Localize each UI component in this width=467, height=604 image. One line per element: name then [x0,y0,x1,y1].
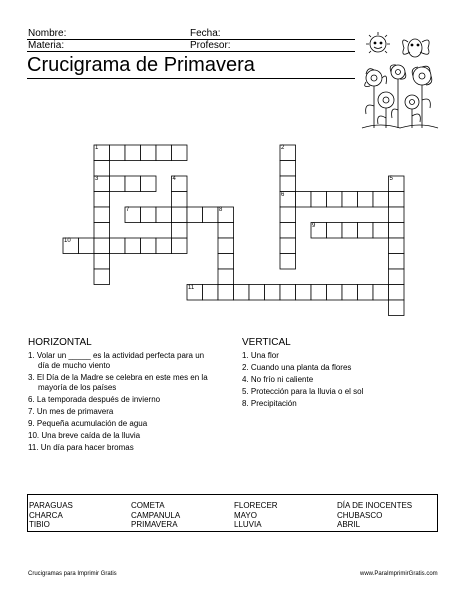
grid-cell[interactable] [327,223,343,239]
clue-item [242,399,437,409]
grid-cell[interactable] [110,238,126,254]
grid-cell[interactable] [94,207,110,223]
clue-number: 11 [188,284,195,291]
grid-cell[interactable] [234,285,250,301]
vertical-clues [242,351,437,411]
grid-cell[interactable] [358,223,374,239]
grid-cell[interactable] [296,285,312,301]
vertical-heading: VERTICAL [242,337,291,348]
footer-left: Crucigramas para Imprimir Gratis [28,571,117,577]
clue-item [28,419,223,429]
clue-line: 6. La temporada después de invierno [28,395,161,404]
grid-cell[interactable] [172,145,188,161]
grid-cell[interactable] [79,238,95,254]
grid-cell[interactable] [280,238,296,254]
grid-cell[interactable] [187,207,203,223]
grid-cell[interactable] [125,238,141,254]
clue-line: 11. Un día para hacer bromas [28,443,134,452]
clue-number: 2 [281,145,285,151]
grid-cell[interactable] [389,254,405,270]
grid-cell[interactable] [172,207,188,223]
grid-cell[interactable] [280,207,296,223]
grid-cell[interactable] [389,207,405,223]
clue-line: 7. Un mes de primavera [28,407,114,416]
grid-cell[interactable] [280,285,296,301]
clue-number: 8 [219,207,223,213]
clue-item [28,395,223,405]
word-bank-word: CAMPANULA [131,510,181,520]
grid-cell[interactable] [156,145,172,161]
clue-item [28,431,223,441]
grid-cell[interactable] [389,300,405,316]
grid-cell[interactable] [218,223,234,239]
clue-line: 10. Una breve caída de la lluvia [28,431,141,440]
grid-cell[interactable] [156,238,172,254]
grid-cell[interactable] [94,238,110,254]
grid-cell[interactable] [218,269,234,285]
grid-cell[interactable] [172,223,188,239]
grid-cell[interactable] [141,207,157,223]
materia-label: Materia: [28,40,65,51]
clue-item [242,351,437,361]
grid-cell[interactable] [342,223,358,239]
grid-cell[interactable] [94,161,110,177]
clue-line: 9. Pequeña acumulación de agua [28,419,148,428]
fecha-label: Fecha: [190,28,221,39]
clue-line: 5. Protección para la lluvia o el sol [242,387,364,396]
clue-line: 1. Volar un _____ es la actividad perfecta para un [28,351,205,360]
page-title: Crucigrama de Primavera [27,54,255,76]
grid-cell[interactable] [373,223,389,239]
clue-item [242,375,437,385]
grid-cell[interactable] [342,192,358,208]
clue-line: mayoría de los países [38,383,117,392]
grid-cell[interactable] [172,238,188,254]
word-bank-word: PARAGUAS [29,501,73,510]
clue-item [28,351,223,371]
grid-cell[interactable] [125,145,141,161]
grid-cell[interactable] [311,192,327,208]
grid-cell[interactable] [296,192,312,208]
grid-cell[interactable] [249,285,265,301]
clue-number: 4 [172,176,176,182]
horizontal-clues [28,351,223,455]
grid-cell[interactable] [327,285,343,301]
grid-cell[interactable] [373,285,389,301]
grid-cell[interactable] [358,192,374,208]
grid-cell[interactable] [358,285,374,301]
clue-line: 8. Precipitación [242,399,297,408]
word-bank-word: DÍA DE INOCENTES [337,501,413,510]
grid-cell[interactable] [280,223,296,239]
profesor-label: Profesor: [190,40,231,51]
grid-cell[interactable] [327,192,343,208]
grid-cell[interactable] [156,207,172,223]
grid-cell[interactable] [389,285,405,301]
word-bank-word: CHARCA [29,510,63,520]
clue-line: 2. Cuando una planta da flores [242,363,352,372]
grid-cell[interactable] [280,161,296,177]
word-bank-word: CHUBASCO [337,510,383,520]
clue-number: 10 [64,238,71,244]
clue-item [28,407,223,417]
grid-cell[interactable] [218,238,234,254]
grid-cell[interactable] [311,285,327,301]
word-bank-word: COMETA [131,501,165,510]
grid-cell[interactable] [141,238,157,254]
grid-cell[interactable] [203,285,219,301]
word-bank-word: PRIMAVERA [131,520,178,529]
nombre-label: Nombre: [28,28,67,39]
word-bank-word: LLUVIA [234,520,262,529]
grid-cell[interactable] [141,176,157,192]
footer-right: www.ParaImprimirGratis.com [360,571,438,577]
word-bank-word: ABRIL [337,520,361,529]
word-bank-word: FLORECER [234,501,278,510]
grid-cell[interactable] [110,145,126,161]
grid-cell[interactable] [265,285,281,301]
grid-cell[interactable] [94,192,110,208]
clue-line: 4. No frío ni caliente [242,375,314,384]
grid-cell[interactable] [218,285,234,301]
clue-number: 3 [95,176,99,182]
grid-cell[interactable] [280,254,296,270]
grid-cell[interactable] [280,176,296,192]
clue-number: 1 [95,145,99,151]
clue-line: día de mucho viento [38,361,111,370]
clue-number: 9 [312,222,316,229]
grid-cell[interactable] [110,176,126,192]
clue-item [28,373,223,393]
grid-cell[interactable] [172,192,188,208]
word-bank-word: MAYO [234,510,257,520]
grid-cell[interactable] [94,269,110,285]
grid-cell[interactable] [389,223,405,239]
grid-cell[interactable] [125,176,141,192]
clue-number: 7 [126,207,130,213]
grid-cell[interactable] [389,269,405,285]
clue-item [28,443,223,453]
grid-cell[interactable] [218,254,234,270]
grid-cell[interactable] [203,207,219,223]
word-bank-word: TIBIO [29,520,50,529]
clue-item [242,387,437,397]
clue-number: 6 [281,191,285,198]
clue-line: 1. Una flor [242,351,279,360]
grid-cell[interactable] [389,238,405,254]
grid-cell[interactable] [141,145,157,161]
grid-cell[interactable] [342,285,358,301]
grid-cell[interactable] [94,254,110,270]
grid-cell[interactable] [94,223,110,239]
clue-line: 3. El Día de la Madre se celebra en este mes en la [28,373,208,382]
grid-cell[interactable] [373,192,389,208]
horizontal-heading: HORIZONTAL [28,337,92,348]
clue-item [242,363,437,373]
clue-number: 5 [389,176,393,182]
grid-cell[interactable] [389,192,405,208]
